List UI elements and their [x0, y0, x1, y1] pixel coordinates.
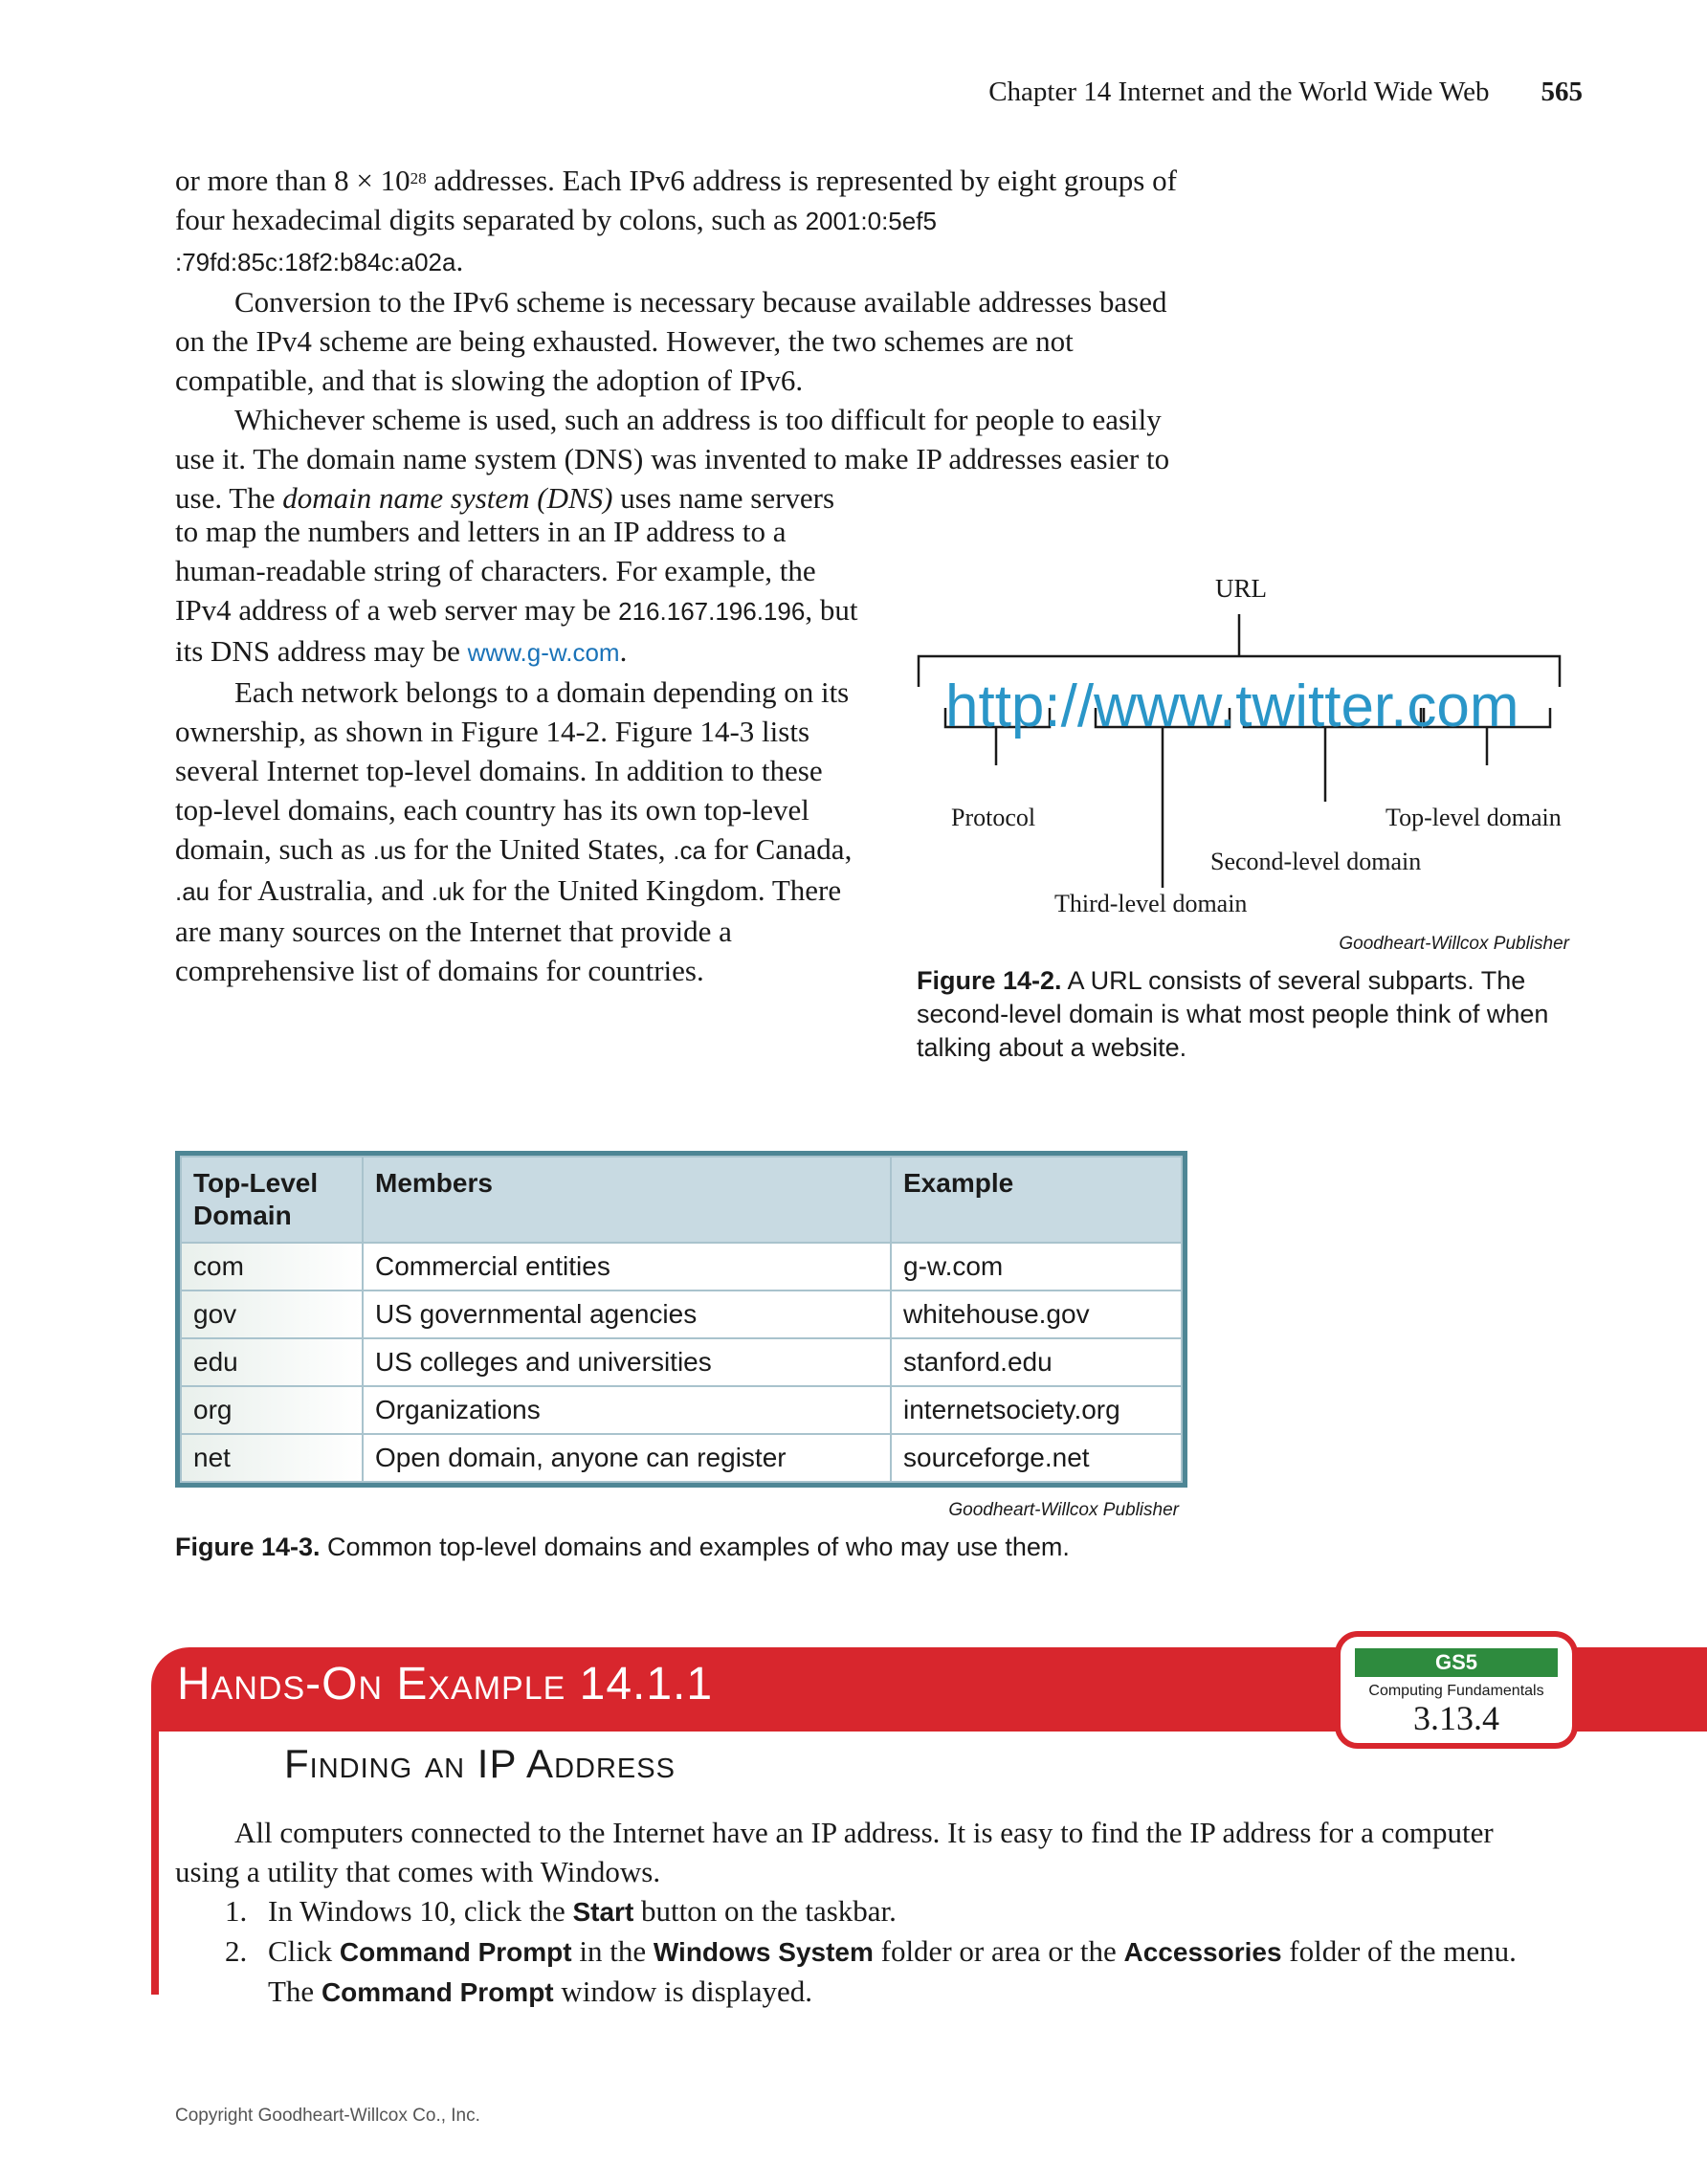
table-cell: internetsociety.org [891, 1386, 1182, 1434]
figure-14-3-table [175, 1151, 1187, 1488]
table-cell: US colleges and universities [363, 1338, 891, 1386]
list-item: 2. Click Command Prompt in the Windows System folder or area or the Accessories folder of the menu. The Command Prompt window is displayed. [225, 1934, 1517, 2008]
third-level-domain-label: Third-level domain [1054, 890, 1248, 917]
table-row [181, 1291, 1182, 1338]
table-row [181, 1243, 1182, 1291]
url-label: URL [1215, 574, 1267, 603]
paragraph-dns-intro: Whichever scheme is used, such an address is too difficult for people to easily use it. The domain name system (DNS) was invented to make IP addresses easier to use. The domain name system (DNS) uses name servers [175, 403, 1170, 515]
figure-14-2-caption: Figure 14-2. A URL consists of several subparts. The second-level domain is what most people think of when talking about a website. [917, 966, 1549, 1062]
steps-list [175, 1891, 1553, 2012]
hands-on-intro: All computers connected to the Internet have an IP address. It is easy to find the IP address for a computer using a utility that comes with Windows. [175, 1816, 1494, 1888]
ipv6-address-part2: :79fd:85c:18f2:b84c:a02a [175, 248, 456, 276]
table-cell: edu [181, 1338, 363, 1386]
table-row [181, 1386, 1182, 1434]
figure-14-3-caption: Figure 14-3. Common top-level domains and examples of who may use them. [175, 1533, 1070, 1561]
table-cell: g-w.com [891, 1243, 1182, 1291]
table-row [181, 1434, 1182, 1482]
hands-on-body [175, 1813, 1553, 2012]
badge-number: 3.13.4 [1413, 1699, 1499, 1737]
table-cell: stanford.edu [891, 1338, 1182, 1386]
figure-2-credit: Goodheart-Willcox Publisher [1339, 934, 1569, 954]
table-cell: Open domain, anyone can register [363, 1434, 891, 1482]
badge-subject: Computing Fundamentals [1368, 1683, 1544, 1699]
table-header-row [181, 1157, 1182, 1243]
hands-on-title: Hands-On Example 14.1.1 [177, 1659, 714, 1710]
table-cell: com [181, 1243, 363, 1291]
paragraph-domains: Each network belongs to a domain depending on its ownership, as shown in Figure 14-2. Figure 14-3 lists several Internet top-level domains. In addition to these top-level domains, each country has its own top-level domain, such as .us for the United States, .ca for Canada, .au for Australia, and .uk for the United Kingdom. There are many sources on the Internet that provide a comprehensive list of domains for countries. [175, 675, 853, 987]
chapter-title: Chapter 14 Internet and the World Wide Web [988, 77, 1490, 107]
table-cell: sourceforge.net [891, 1434, 1182, 1482]
url-example-text: http://www.twitter.com [945, 673, 1519, 739]
body-text-left-column [175, 512, 864, 990]
list-item: 1. In Windows 10, click the Start button on the taskbar. [225, 1894, 897, 1928]
column-header: Top-Level Domain [181, 1157, 363, 1243]
figure-14-2-diagram [899, 574, 1588, 966]
running-head [988, 77, 1583, 108]
top-level-domain-label: Top-level domain [1386, 804, 1562, 831]
hands-on-side-rule [151, 1712, 159, 1995]
paragraph-conversion: Conversion to the IPv6 scheme is necessary because available addresses based on the IPv4 scheme are being exhausted. However, the two schemes are not compatible, and that is slowing the adoption of IPv6. [175, 285, 1167, 397]
badge-code: GS5 [1355, 1648, 1558, 1677]
table-cell: Commercial entities [363, 1243, 891, 1291]
figure-3-credit: Goodheart-Willcox Publisher [948, 1500, 1179, 1520]
protocol-label: Protocol [951, 804, 1036, 831]
hands-on-subtitle: Finding an IP Address [284, 1741, 676, 1786]
paragraph-ipv6: or more than $8 \times 10^{28}$ addresses. Each IPv6 address is represented by eight groups of four hexadecimal digits separated by colons, such as 2001:0:5ef5 :79fd:85c:18f2:b84c:a02a. [175, 164, 1177, 277]
table-cell: whitehouse.gov [891, 1291, 1182, 1338]
column-header: Example [891, 1157, 1182, 1243]
page-number: 565 [1541, 77, 1583, 107]
body-text-top [175, 161, 1180, 518]
table-cell: org [181, 1386, 363, 1434]
table-cell: gov [181, 1291, 363, 1338]
ip-address-example: 216.167.196.196 [618, 597, 806, 626]
column-header: Members [363, 1157, 891, 1243]
url-link[interactable]: www.g-w.com [467, 638, 620, 667]
copyright-footer: Copyright Goodheart-Willcox Co., Inc. [175, 2106, 480, 2126]
ipv6-address-part1: 2001:0:5ef5 [805, 207, 937, 235]
table-cell: net [181, 1434, 363, 1482]
table-cell: Organizations [363, 1386, 891, 1434]
table-row [181, 1338, 1182, 1386]
tld-table [180, 1156, 1183, 1483]
certification-badge [1335, 1631, 1578, 1749]
second-level-domain-label: Second-level domain [1210, 848, 1422, 875]
paragraph-dns-cont: to map the numbers and letters in an IP address to a human-readable string of characters. For example, the IPv4 address of a web server may be 216.167.196.196, but its DNS address may be www.g-w.com. [175, 515, 858, 668]
dns-term: domain name system (DNS) [282, 481, 613, 515]
table-cell: US governmental agencies [363, 1291, 891, 1338]
